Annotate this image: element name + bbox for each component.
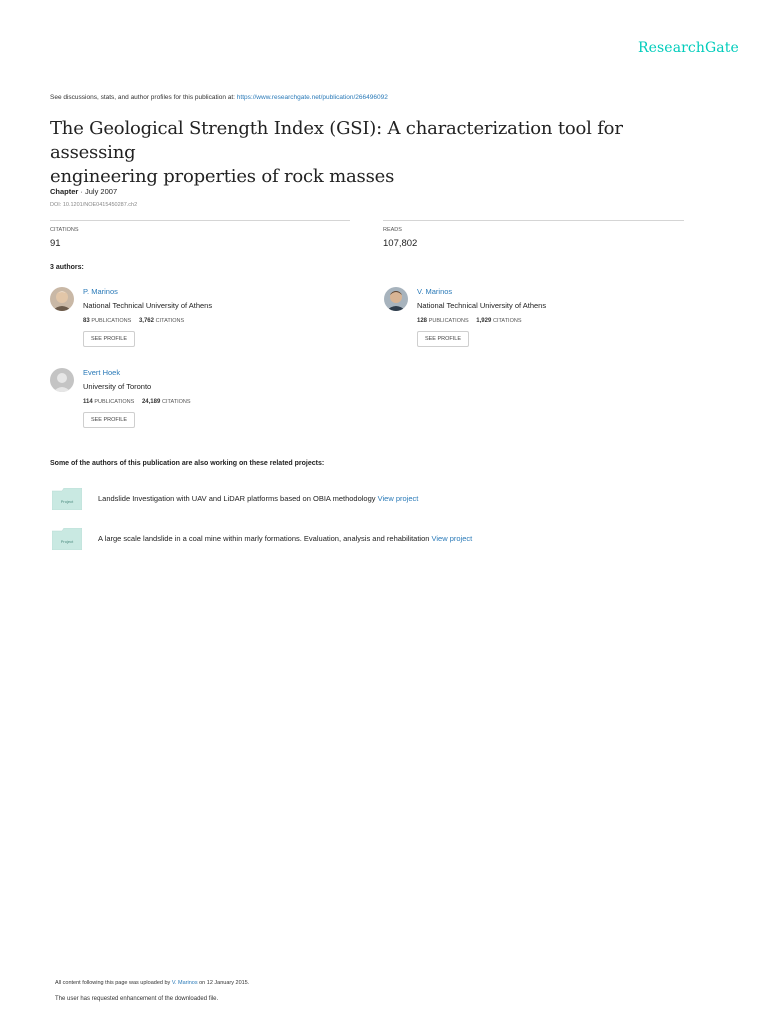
- author-publications-count: 128: [417, 318, 428, 324]
- author-stats: [83, 318, 190, 324]
- author-name-link[interactable]: Evert Hoek: [83, 368, 121, 377]
- author-name-link[interactable]: V. Marinos: [417, 287, 453, 296]
- chapter-separator: ·: [78, 187, 86, 196]
- project-description: [98, 534, 472, 543]
- author-publications-label: PUBLICATIONS: [91, 318, 132, 324]
- project-row: [52, 488, 652, 512]
- author-citations-label: CITATIONS: [162, 399, 191, 405]
- see-profile-button[interactable]: SEE PROFILE: [83, 331, 135, 347]
- intro-line: [50, 94, 388, 101]
- project-description: [98, 494, 418, 503]
- project-title: Landslide Investigation with UAV and LiDAR platforms based on OBIA methodology: [98, 494, 378, 503]
- project-icon-label: Project: [60, 499, 74, 504]
- researchgate-logo[interactable]: ResearchGate: [638, 40, 739, 56]
- author-citations-label: CITATIONS: [492, 318, 522, 324]
- author-citations-count: 24,189: [141, 399, 161, 405]
- author-avatar[interactable]: [384, 287, 408, 311]
- project-title: A large scale landslide in a coal mine within marly formations. Evaluation, analysis and rehabilitation: [98, 534, 432, 543]
- uploader-link[interactable]: V. Marinos: [171, 980, 198, 986]
- author-publications-count: 83: [83, 318, 90, 324]
- author-publications-count: 114: [83, 399, 93, 405]
- author-citations-count: 1,929: [476, 318, 492, 324]
- project-folder-icon: [52, 488, 82, 510]
- see-profile-button[interactable]: SEE PROFILE: [417, 331, 469, 347]
- related-projects-heading: Some of the authors of this publication are also working on these related projects:: [50, 460, 325, 467]
- view-project-link[interactable]: View project: [377, 494, 419, 503]
- reads-label: READS: [383, 227, 402, 233]
- author-card: [384, 287, 674, 357]
- publication-title: [50, 117, 710, 189]
- author-affiliation: University of Toronto: [83, 382, 152, 391]
- view-project-link[interactable]: View project: [431, 534, 473, 543]
- publication-url-link[interactable]: https://www.researchgate.net/publication/266496092: [236, 94, 388, 101]
- project-icon-label: Project: [60, 539, 74, 544]
- upload-suffix: on 12 January 2015.: [197, 980, 250, 986]
- reads-divider: [383, 220, 684, 221]
- upload-note: [55, 980, 249, 986]
- reads-value: 107,802: [383, 238, 418, 249]
- citations-value: 91: [50, 238, 61, 249]
- author-card: [50, 287, 340, 357]
- author-citations-label: CITATIONS: [155, 318, 185, 324]
- author-avatar-placeholder[interactable]: [50, 368, 74, 392]
- author-citations-count: 3,762: [138, 318, 154, 324]
- author-stats: [417, 318, 528, 324]
- chapter-info: [50, 187, 117, 196]
- citations-divider: [50, 220, 350, 221]
- title-line-2: engineering properties of rock masses: [50, 166, 395, 187]
- author-publications-label: PUBLICATIONS: [428, 318, 469, 324]
- chapter-date: July 2007: [85, 187, 118, 196]
- project-row: [52, 528, 652, 552]
- author-affiliation: National Technical University of Athens: [417, 301, 547, 310]
- authors-heading: 3 authors:: [50, 264, 84, 271]
- author-stats: [83, 399, 197, 405]
- doi: DOI: 10.1201/NOE0415450287.ch2: [50, 202, 138, 208]
- author-affiliation: National Technical University of Athens: [83, 301, 213, 310]
- author-card: [50, 368, 340, 438]
- upload-prefix: All content following this page was uploaded by: [55, 980, 172, 986]
- see-profile-button[interactable]: SEE PROFILE: [83, 412, 135, 428]
- author-publications-label: PUBLICATIONS: [94, 399, 135, 405]
- author-name-link[interactable]: P. Marinos: [83, 287, 118, 296]
- project-folder-icon: [52, 528, 82, 550]
- citations-label: CITATIONS: [50, 227, 79, 233]
- intro-text: See discussions, stats, and author profiles for this publication at:: [50, 94, 237, 101]
- author-avatar[interactable]: [50, 287, 74, 311]
- enhancement-note: The user has requested enhancement of the downloaded file.: [55, 996, 219, 1002]
- title-line-1: The Geological Strength Index (GSI): A characterization tool for assessing: [50, 118, 623, 163]
- chapter-type: Chapter: [50, 187, 79, 196]
